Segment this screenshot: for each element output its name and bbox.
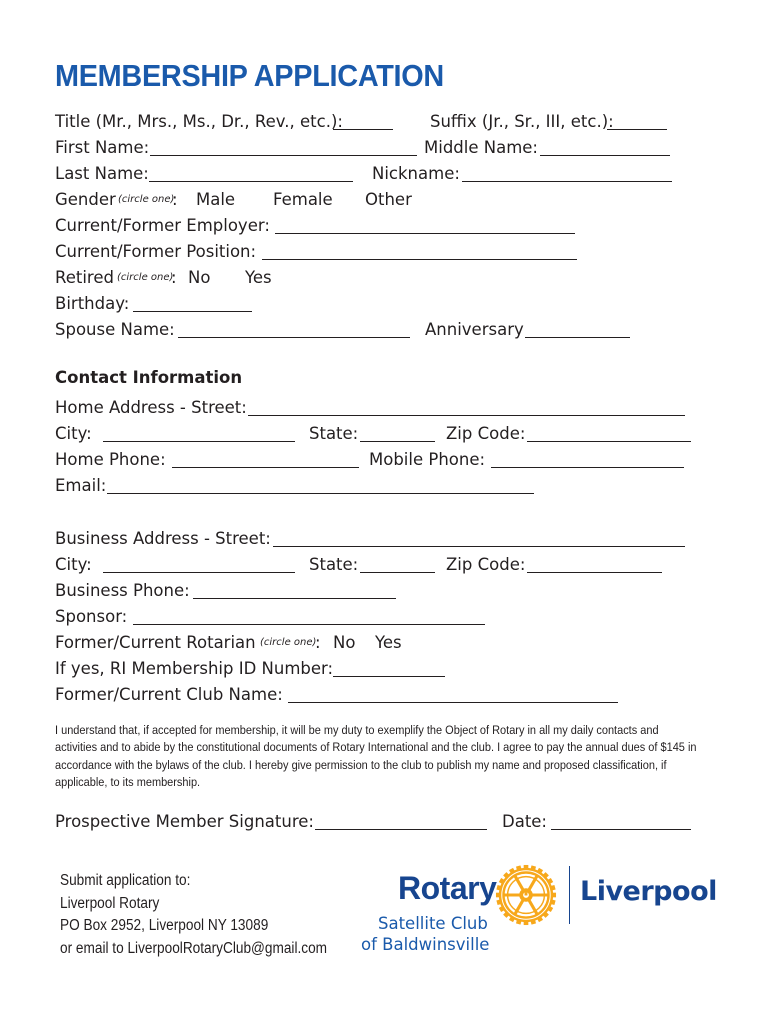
gender-circle-one-note: (circle one) [118, 194, 175, 205]
home-phone-label: Home Phone: [55, 450, 166, 469]
last-name-label: Last Name: [55, 164, 149, 183]
club-name-label: Former/Current Club Name: [55, 685, 283, 704]
page-title: MEMBERSHIP APPLICATION [55, 58, 444, 93]
business-state-label: State: [309, 555, 359, 574]
home-city-label: City: [55, 424, 92, 443]
business-zip-field[interactable] [527, 572, 662, 573]
contact-information-heading: Contact Information [55, 368, 243, 387]
mobile-phone-field[interactable] [491, 467, 684, 468]
home-zip-field[interactable] [527, 441, 691, 442]
employer-label: Current/Former Employer: [55, 216, 270, 235]
gender-option-male[interactable]: Male [196, 190, 236, 209]
retired-circle-one-note: (circle one) [117, 272, 174, 283]
nickname-label: Nickname: [372, 164, 460, 183]
agreement-line: activities and to abide by the constitutional documents of Rotary International and the club. I agree to pay the annual dues of $145 in [55, 740, 697, 755]
submit-heading: Submit application to: [60, 872, 191, 889]
agreement-line: I understand that, if accepted for membership, it will be my duty to exemplify the Object of Rotary in all my daily contacts and [55, 723, 659, 737]
rotarian-option-no[interactable]: No [333, 633, 356, 652]
nickname-field[interactable] [462, 181, 672, 182]
business-phone-label: Business Phone: [55, 581, 190, 600]
email-field[interactable] [107, 493, 534, 494]
anniversary-label: Anniversary [425, 320, 524, 339]
business-city-field[interactable] [103, 572, 295, 573]
suffix-label: Suffix (Jr., Sr., III, etc.): [430, 112, 614, 131]
retired-label: Retired [55, 268, 114, 287]
business-address-label: Business Address - Street: [55, 529, 271, 548]
business-address-field[interactable] [273, 546, 685, 547]
position-label: Current/Former Position: [55, 242, 257, 261]
logo-of-baldwinsville: of Baldwinsville [361, 935, 490, 954]
ri-membership-id-label: If yes, RI Membership ID Number: [55, 659, 334, 678]
agreement-line: accordance with the bylaws of the club. I hereby give permission to the club to publish my name and proposed classification, if [55, 757, 667, 772]
ri-membership-id-field[interactable] [333, 676, 445, 677]
sponsor-field[interactable] [133, 624, 485, 625]
birthday-label: Birthday: [55, 294, 130, 313]
middle-name-label: Middle Name: [424, 138, 538, 157]
agreement-line: applicable, to its membership. [55, 775, 201, 790]
suffix-field[interactable] [607, 129, 667, 130]
birthday-field[interactable] [133, 311, 252, 312]
gender-colon: : [172, 190, 178, 209]
email-label: Email: [55, 476, 107, 495]
title-field[interactable] [333, 129, 393, 130]
business-state-field[interactable] [360, 572, 435, 573]
submit-address-line: Liverpool Rotary [60, 894, 160, 912]
retired-option-yes[interactable]: Yes [245, 268, 272, 287]
gender-label: Gender [55, 190, 116, 209]
employer-field[interactable] [275, 233, 575, 234]
title-label: Title (Mr., Mrs., Ms., Dr., Rev., etc.): [55, 112, 343, 131]
rotary-liverpool-logo [360, 862, 720, 962]
home-zip-label: Zip Code: [446, 424, 526, 443]
rotarian-colon: : [315, 633, 321, 652]
signature-field[interactable] [315, 829, 487, 830]
business-phone-field[interactable] [193, 598, 396, 599]
rotary-wheel-icon [495, 864, 557, 926]
date-label: Date: [502, 812, 547, 831]
spouse-name-label: Spouse Name: [55, 320, 175, 339]
spouse-name-field[interactable] [178, 337, 410, 338]
home-city-field[interactable] [103, 441, 295, 442]
home-state-field[interactable] [360, 441, 435, 442]
logo-rotary-wordmark: Rotary [398, 870, 497, 906]
logo-satellite-club: Satellite Club [378, 914, 488, 933]
gender-option-female[interactable]: Female [273, 190, 333, 209]
business-city-label: City: [55, 555, 92, 574]
sponsor-label: Sponsor: [55, 607, 128, 626]
submit-email-line: or email to LiverpoolRotaryClub@gmail.com [60, 939, 328, 957]
rotarian-circle-one-note: (circle one) [260, 637, 317, 648]
submit-address-line: PO Box 2952, Liverpool NY 13089 [60, 917, 269, 934]
rotarian-label: Former/Current Rotarian [55, 633, 256, 652]
retired-option-no[interactable]: No [188, 268, 211, 287]
position-field[interactable] [262, 259, 577, 260]
logo-liverpool-wordmark: Liverpool [580, 876, 717, 907]
home-state-label: State: [309, 424, 359, 443]
mobile-phone-label: Mobile Phone: [369, 450, 486, 469]
business-zip-label: Zip Code: [446, 555, 526, 574]
membership-agreement-text [55, 722, 726, 792]
signature-label: Prospective Member Signature: [55, 812, 314, 831]
middle-name-field[interactable] [540, 155, 670, 156]
date-field[interactable] [551, 829, 691, 830]
rotarian-option-yes[interactable]: Yes [375, 633, 402, 652]
home-address-field[interactable] [248, 415, 685, 416]
home-phone-field[interactable] [172, 467, 359, 468]
home-address-label: Home Address - Street: [55, 398, 247, 417]
last-name-field[interactable] [149, 181, 353, 182]
gender-option-other[interactable]: Other [365, 190, 412, 209]
logo-divider [569, 866, 570, 924]
first-name-label: First Name: [55, 138, 150, 157]
submit-instructions [60, 870, 327, 960]
retired-colon: : [171, 268, 177, 287]
first-name-field[interactable] [150, 155, 417, 156]
club-name-field[interactable] [288, 702, 618, 703]
anniversary-field[interactable] [525, 337, 630, 338]
